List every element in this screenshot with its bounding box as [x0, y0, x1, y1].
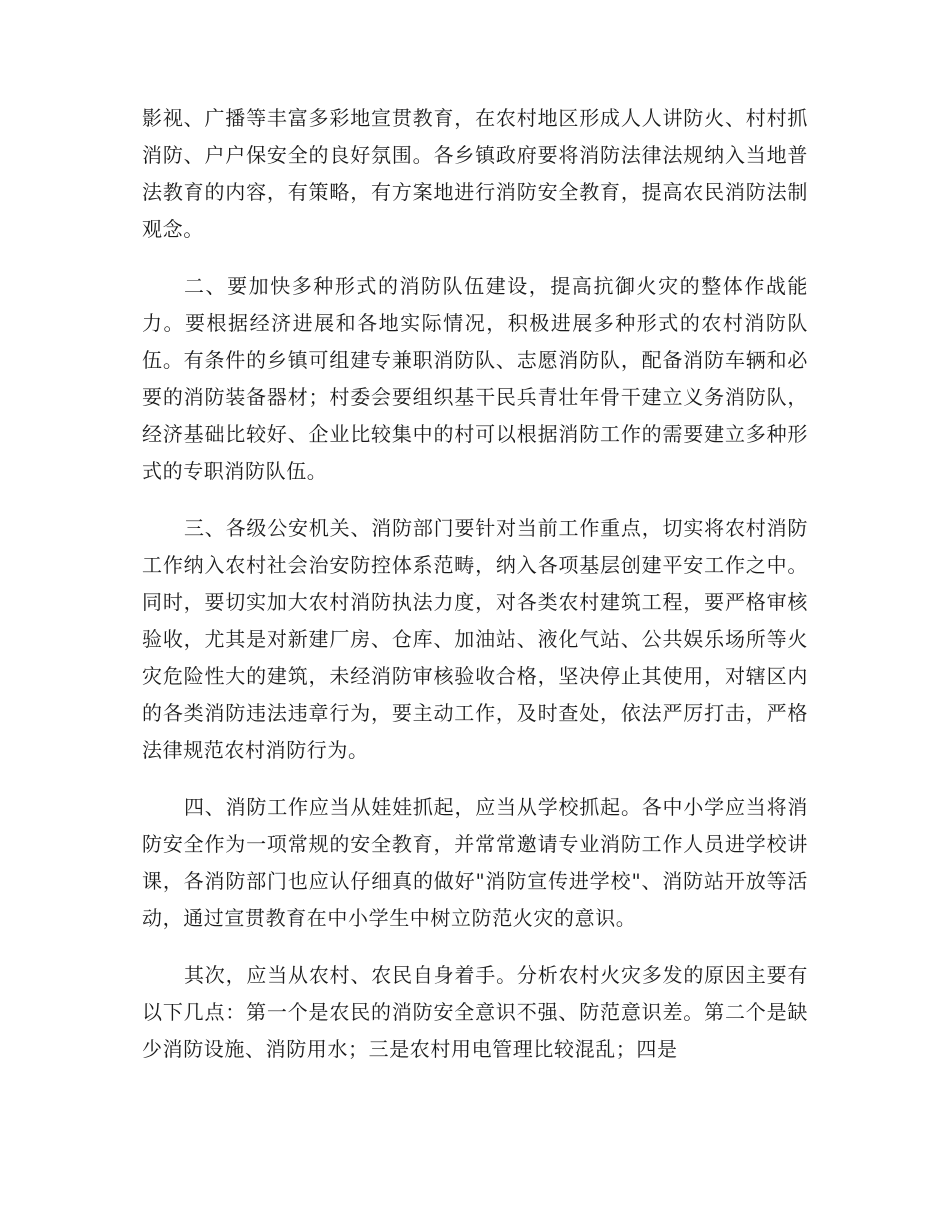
paragraph-5: 其次，应当从农村、农民自身着手。分析农村火灾多发的原因主要有以下几点：第一个是农民的消防安全意识不强、防范意识差。第二个是缺少消防设施、消防用水；三是农村用电管理比较混乱；四是 [142, 963, 808, 1061]
paragraph-2: 二、要加快多种形式的消防队伍建设，提高抗御火灾的整体作战能力。要根据经济进展和各地实际情况，积极进展多种形式的农村消防队伍。有条件的乡镇可组建专兼职消防队、志愿消防队，配备消防车辆和必要的消防装备器材；村委会要组织基干民兵青壮年骨干建立义务消防队，经济基础比较好、企业比较集中的村可以根据消防工作的需要建立多种形式的专职消防队伍。 [142, 274, 808, 483]
document-body [142, 100, 808, 1088]
paragraph-4: 四、消防工作应当从娃娃抓起，应当从学校抓起。各中小学应当将消防安全作为一项常规的安全教育，并常常邀请专业消防工作人员进学校讲课，各消防部门也应认仔细真的做好"消防宣传进学校"、消防站开放等活动，通过宣贯教育在中小学生中树立防范火灾的意识。 [142, 795, 808, 930]
paragraph-1: 影视、广播等丰富多彩地宣贯教育，在农村地区形成人人讲防火、村村抓消防、户户保安全的良好氛围。各乡镇政府要将消防法律法规纳入当地普法教育的内容，有策略，有方案地进行消防安全教育，提高农民消防法制观念。 [142, 106, 808, 241]
paragraph-3: 三、各级公安机关、消防部门要针对当前工作重点，切实将农村消防工作纳入农村社会治安防控体系范畴，纳入各项基层创建平安工作之中。同时，要切实加大农村消防执法力度，对各类农村建筑工程，要严格审核验收，尤其是对新建厂房、仓库、加油站、液化气站、公共娱乐场所等火灾危险性大的建筑，未经消防审核验收合格，坚决停止其使用，对辖区内的各类消防违法违章行为，要主动工作，及时查处，依法严厉打击，严格法律规范农村消防行为。 [142, 516, 808, 762]
